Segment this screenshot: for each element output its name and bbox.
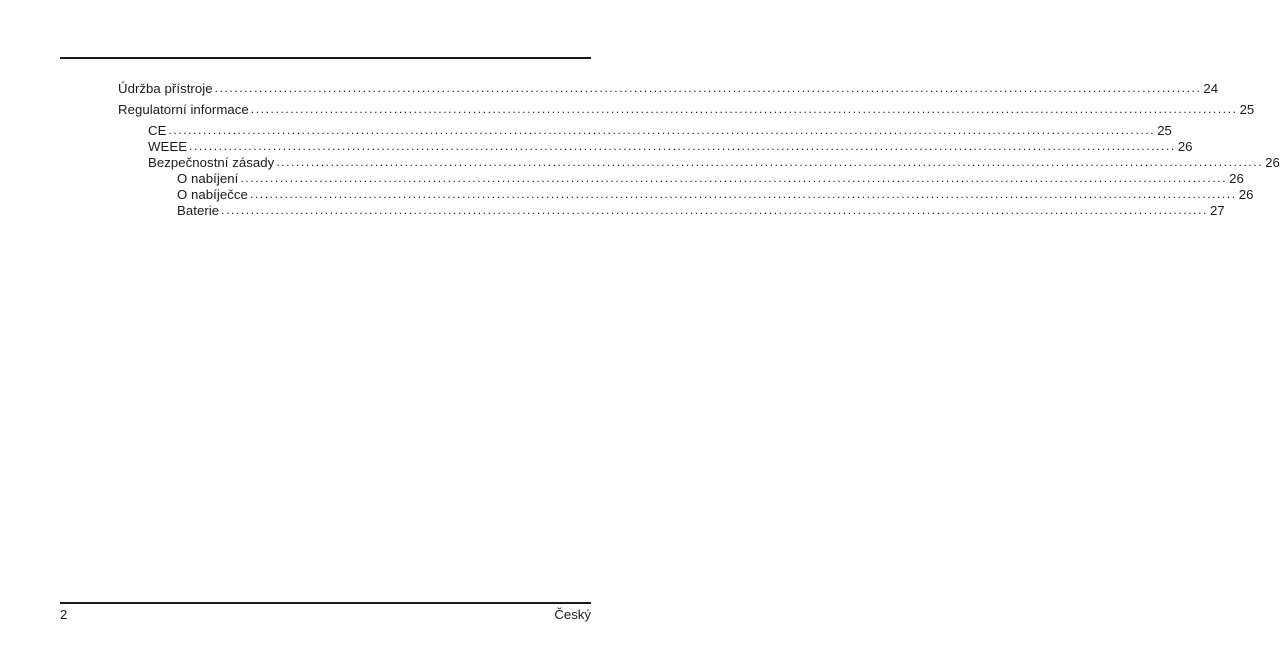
toc-entry-title: Bezpečnostní zásady — [148, 155, 275, 170]
toc-entry[interactable] — [118, 203, 1225, 219]
toc-dot-leader: ........................................................................................................................................................................................................ — [168, 123, 1156, 137]
toc-entry-page: 27 — [1209, 203, 1225, 218]
header-rule — [60, 57, 591, 59]
footer-page-number: 2 — [60, 607, 68, 622]
toc-entry[interactable] — [118, 139, 1193, 155]
toc-entry-title: CE — [148, 123, 167, 138]
toc-entry-title: O nabíjení — [177, 171, 239, 186]
toc-entry[interactable] — [118, 171, 1244, 187]
toc-entry-page: 26 — [1229, 171, 1244, 186]
toc-entry-title: Údržba přístroje — [118, 81, 213, 96]
toc-entry-title: Regulatorní informace — [118, 102, 249, 117]
toc-entry[interactable] — [118, 123, 1172, 139]
toc-entry-page: 25 — [1239, 102, 1255, 117]
table-of-contents — [118, 81, 1280, 219]
toc-entry[interactable] — [118, 155, 1280, 171]
footer-language: Český — [554, 607, 591, 622]
toc-entry-page: 25 — [1157, 123, 1172, 138]
toc-entry[interactable] — [118, 187, 1254, 203]
toc-entry-page: 26 — [1265, 155, 1280, 170]
toc-entry-title: O nabíječce — [177, 187, 248, 202]
toc-entry[interactable] — [118, 81, 1219, 97]
toc-entry[interactable] — [118, 102, 1255, 118]
toc-dot-leader: ........................................................................................................................................................................................................ — [276, 155, 1264, 169]
toc-dot-leader: ........................................................................................................................................................................................................ — [189, 139, 1176, 153]
footer-rule — [60, 602, 591, 604]
toc-dot-leader: ........................................................................................................................................................................................................ — [221, 203, 1208, 217]
toc-dot-leader: ........................................................................................................................................................................................................ — [250, 102, 1238, 116]
toc-entry-page: 24 — [1203, 81, 1219, 96]
toc-dot-leader: ........................................................................................................................................................................................................ — [240, 171, 1228, 185]
toc-entry-page: 26 — [1177, 139, 1193, 154]
toc-entry-page: 26 — [1238, 187, 1254, 202]
toc-entry-title: Baterie — [177, 203, 220, 218]
toc-dot-leader: ........................................................................................................................................................................................................ — [249, 187, 1237, 201]
toc-entry-title: WEEE — [148, 139, 188, 154]
toc-dot-leader: ........................................................................................................................................................................................................ — [214, 81, 1202, 95]
